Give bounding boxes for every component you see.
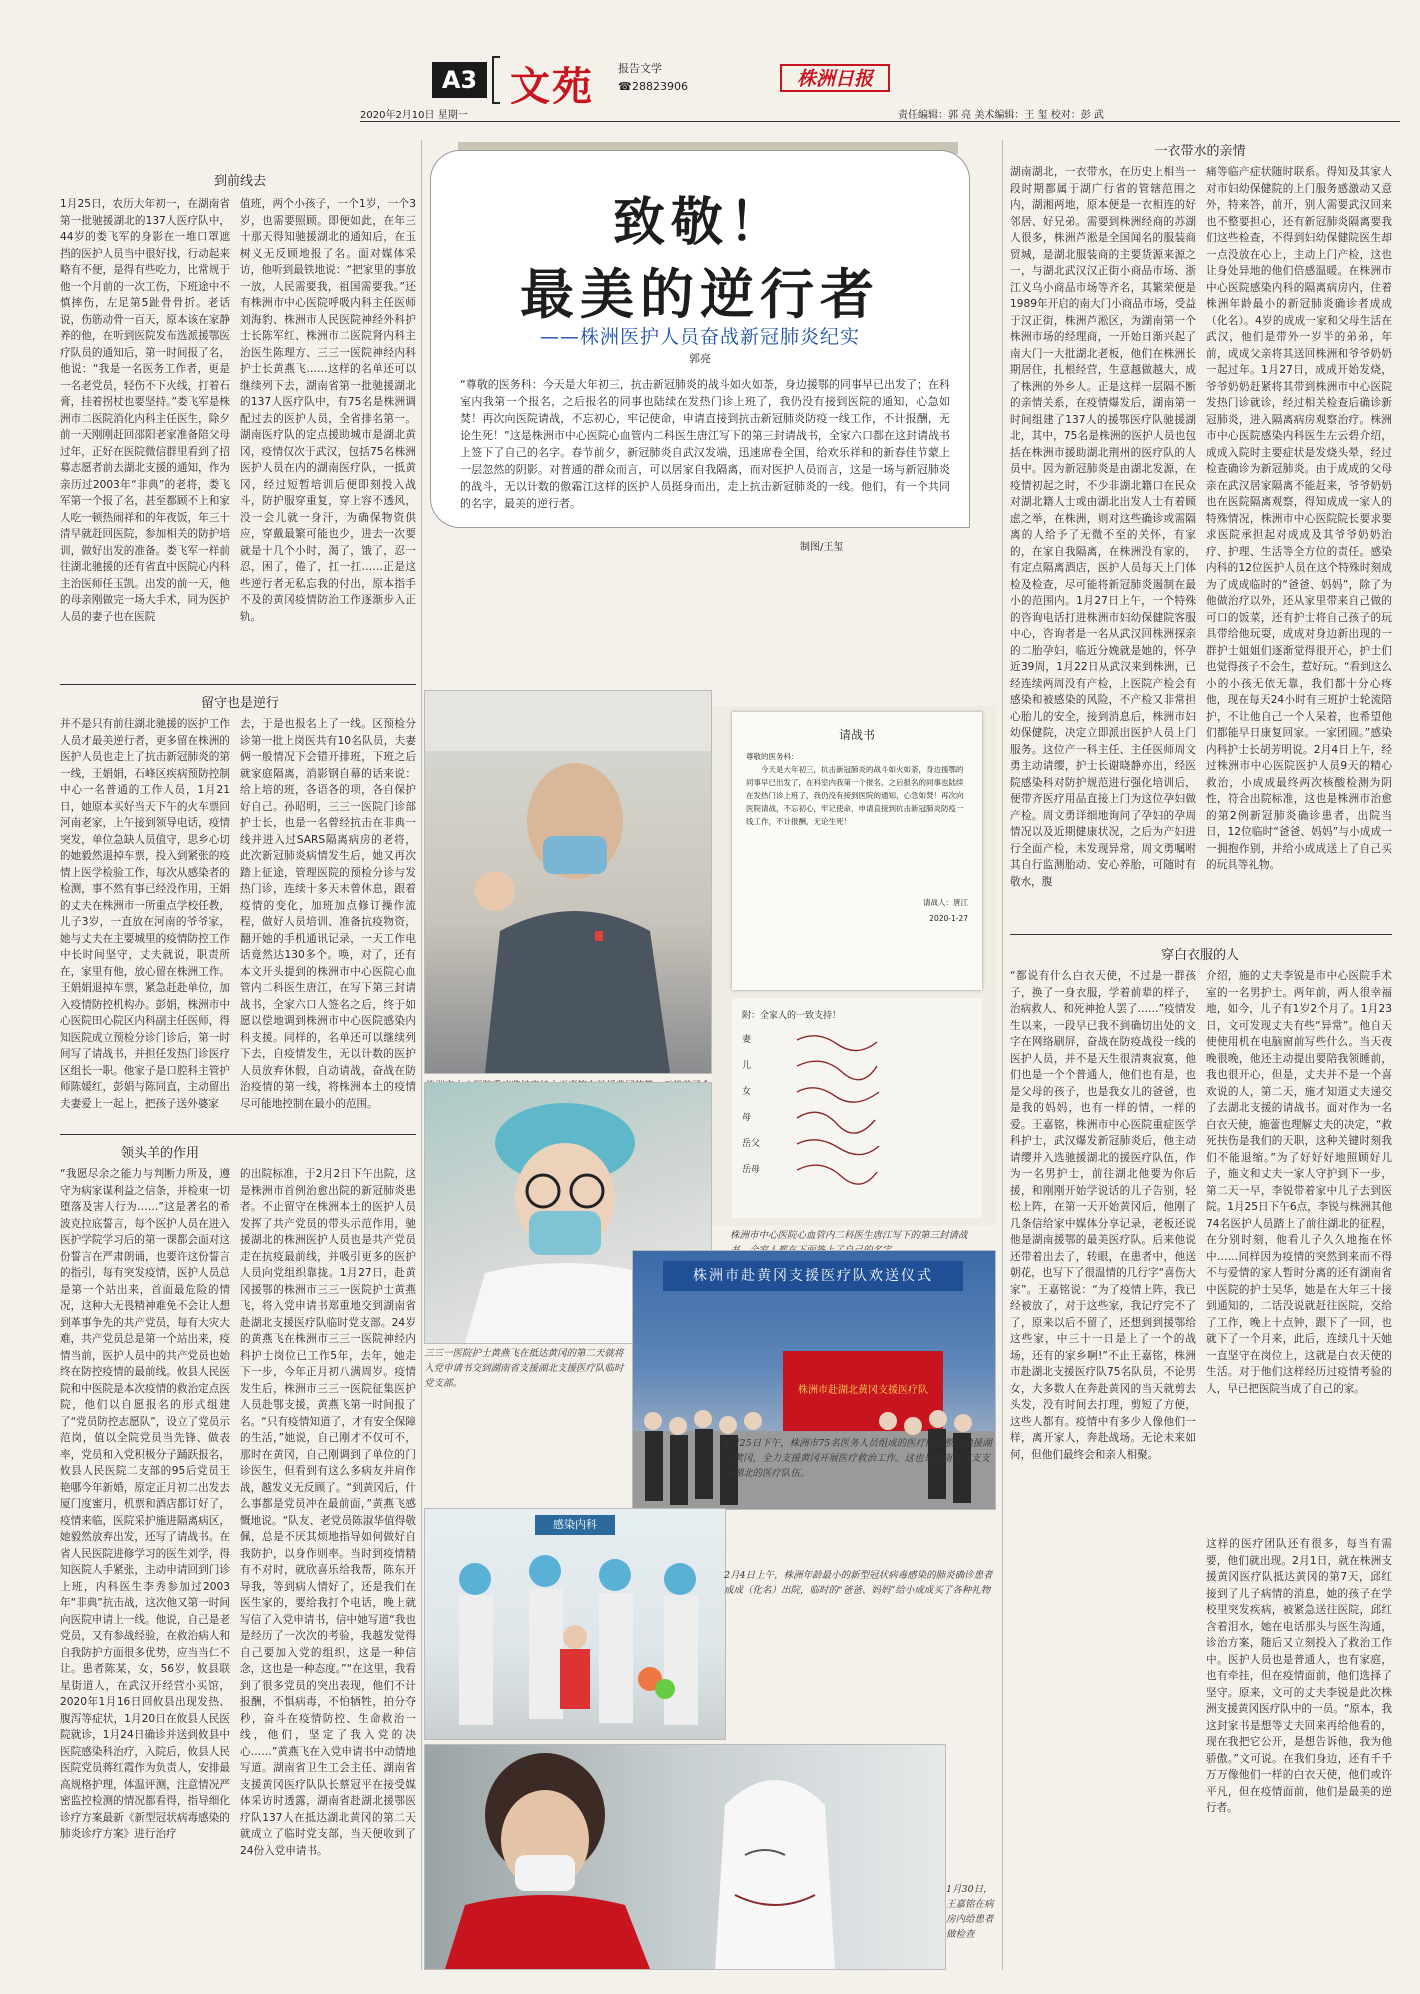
newspaper-logo: 株洲日报 xyxy=(780,64,890,92)
family-role: 儿 xyxy=(742,1061,752,1071)
photo-illustration xyxy=(425,1745,945,1969)
family-note: 附：全家人的一致支持！ xyxy=(742,1011,842,1021)
editor-credits: 责任编辑：郭 亮 美术编辑：王 玺 校对：彭 武 xyxy=(898,110,1104,121)
divider xyxy=(1010,934,1392,935)
masthead-bracket xyxy=(492,56,500,104)
photo-discharge xyxy=(424,1508,726,1740)
article-column: 的出院标准，于2月2日下午出院，这是株洲市首例治愈出院的新冠肺炎患者。不止留守在株洲本土的医护人员发挥了共产党员的带头示范作用，驰援湖北的株洲医护人员也是共产党员走在抗疫最前线，并吸引更多的医护人员向党组织靠拢。1月27日，赴黄冈援鄂的株洲市三三一医院护士黄燕飞，将入党申请书郑重地交到湖南省赴湖北支援医疗队临时党支部。24岁的黄燕飞在株洲市三三一医院神经内科护士岗位已工作5年，去年，她走下一步，今年正月初八满周岁。疫情发生后，株洲市三三一医院征集医护人员赴鄂支援，黄燕飞第一时间报了名。“只有疫情知道了，才有安全保障的生活，”她说，自己刚才不仅可不，那时在黄冈，自己刚调到了单位的门诊医生，但看到有这么多病友并肩作战，越发义无反顾了。“到黄冈后，什么事都是党员冲在最前面，”黄燕飞感慨地说。“队友、老党员陈淑华值得敬佩，总是不厌其烦地指导如何做好自我防护，以身作则率。当时到疫情精有不对时，就欣喜乐给我帮，陈东开导我，等到病人情好了，还是我们在医生家的，要给我打个电话，晚上就写信了入党申请书，信中她写道“我也是经历了一次次的考验，我越发觉得自己要加入党的组织，这是一种信念，这也是一种态度。”“在这里，我看到了很多党员的突出表现，他们不计报酬，不惧病毒，不怕牺牲，拍分夺秒，奋斗在疫情防控、生命救治一线，他们，坚定了我入党的决心……”黄燕飞在入党申请书中动情地写道。湖南省卫生工会主任、湖南省支援黄冈医疗队队长蔡冠平在接受媒体采访时透露，湖南省赴湖北援鄂医疗队137人在抵达湖北黄冈的第二天就成立了临时党支部，当天便收到了24份入党申请书。 xyxy=(240,1168,416,1857)
photo-caption: 1月30日，王嘉铭在病房内给患者做检查 xyxy=(946,1884,994,1940)
phone-number: 28823906 xyxy=(632,80,688,93)
letter-body: 今天是大年初三，抗击新冠肺炎的战斗如火如荼，身边援鄂的同事早已出发了，在科室内我第一个报名，之后报名的同事也陆续在发热门诊上班了，我仍没有接到医院的通知，心急如焚！再次向医院请战，不忘初心，牢记使命，申请直接到抗击新冠肺炎防疫一线工作，不计报酬，无论生死！ xyxy=(746,765,964,826)
photo-caption: 三三一医院护士黄燕飞在抵达黄冈的第二天就将入党申请书交到湖南省支援湖北支援医疗队临时党支部。 xyxy=(424,1348,624,1389)
divider xyxy=(60,1134,416,1135)
byline: 郭亮 xyxy=(689,352,711,365)
family-signatures xyxy=(732,998,982,1218)
photo-shaved-head xyxy=(424,690,712,1074)
headline-subtitle: ——株洲医护人员奋战新冠肺炎纪实 xyxy=(539,326,860,348)
ward-sign: 感染内科 xyxy=(535,1515,615,1535)
article-column: 这样的医疗团队还有很多，每当有需要，他们就出现。2月1日，就在株洲支援黄冈医疗队抵达黄冈的第7天，邱红接到了儿子病情的消息，她的孩子在学校里突发疾病，被紧急送往医院，邱红含着泪水，她在电话那头与医生沟通，诊治方案，随后又立刻投入了救治工作中。医护人员也是普通人，也有家庭，也有牵挂，但在疫情面前，他们选择了坚守。原来，文可的丈夫李锐是此次株洲支援黄冈医疗队中的一员。“原本，我这封家书是想等丈夫回来再给他看的，现在我把它公开，是想告诉他，我为他骄傲。”文可说。在我们身边，还有千千万万像他们一样的白衣天使，他们或许平凡，但在疫情面前，他们是最美的逆行者。 xyxy=(1206,1538,1392,1814)
article-column: “我愿尽余之能力与判断力所及，遵守为病家谋利益之信条，并检束一切堕落及害人行为……”这是著名的希波克拉底誓言，每个医护人员在进入医护学院学习后的第一课都会面对这份誓言在严肃朗诵，也要许这份誓言的指引，每有突发疫情，医护人员总是第一个站出来，首面最危险的情况，这种大无畏精神难免不会让人想到革事争先的共产党员，每有大灾大难，共产党员总是第一个站出来，疫情当前，医护人员中的共产党员也始终在防控疫情的最前线。攸县人民医院和中医院是本次疫情的救治定点医院，他们以自愿报名的形式组建了“党员防控志愿队”，设立了党员示范岗，值以全院党员当先锋、做表率，党员和入党积极分子踊跃报名，攸县人民医院二支部的95后党员王艳哪今年新婚，原定正月初二出发去厦门度蜜月，机票和酒店都订好了，疫情来临，医院采护施进隔离病区，她毅然放弃出发，还写了请战书。在省人民医院进修学习的医生刘学，得知医院人手紧张，主动申请回到门诊上班，内科医生李秀参加过2003年“非典”抗击战，这次他又第一时间向医院申请上一线。他说，自己是老党员，又有参战经验，在救治病人和自我防护方面很多优势，应当当仁不让。患者陈某，女，56岁，攸县联星街道人，在武汉开经营小买馆，2020年1月16日回攸县出现发热、腹泻等症状，1月20日在攸县人民医院就诊，1月24日确诊并送到攸县中医院感染科治疗，入院后，攸县人民医院党员蒋红霞作为负责人，安排最高规格护理，体温评测，注意情况严密监控检测的情况都看得，指导细化诊疗方案最新《新型冠状病毒感染的肺炎诊疗方案》进行治疗 xyxy=(60,1168,230,1840)
article-column: 湖南湖北，一衣带水，在历史上相当一段时期都属于湖广行省的管辖范围之内，湖湘两地，原本便是一衣相连的好邻居、好兄弟。需要到株洲经商的苏湖人很多，株洲芦淞是全国闻名的服装商贸城，是湖北服装商的主要货源来源之一，与湖北武汉汉正街小商品市场、浙江义乌小商品市场等齐名，其繁荣便是1989年开启的南大门小商品市场，受益于汉正街，株洲芦淞区，为湖南第一个株洲市场的经理商，一开始日渐兴起了南大门一大批湖北老板，他们在株洲长期居住，扎根经营，生意越做越大，成了株洲的外乡人。正是这样一层隔不断的亲情关系，在疫情爆发后，湖南第一时间组建了137人的援鄂医疗队驰援湖北，其中，75名是株洲的医护人员也包括在株洲市援助湖北荆州的医疗队的人员中。因为新冠肺炎是由湖北发源，在疫情初起之时，不少非湖北籍口在民众对湖北籍人士或由湖北出发人士有着顾虑之举，在株洲，则对这些确诊或需隔离的人给予了无微不至的关怀，有家的，在家自我隔离，在株洲没有家的，有定点隔离酒店，医护人员每天上门体检及检查，尽可能将新冠肺炎遏制在最小的范围内。1月27日上午，一个特殊的咨询电话打进株洲市妇幼保健院客服中心，咨询者是一名从武汉回株洲探亲的二胎孕妇，临近分娩就是她的，怀孕近39周，1月22日从武汉来到株洲，已经连续两周没有产检，上医院产检会有感染和被感染的风险，不产检又非常担心胎儿的安全，接到消息后，株洲市妇幼保健院，决定立即派出医护人员上门服务。这位产一科主任、主任医师周文勇主动请缨，护士长谢晓静亦出，经医院感染科对防护规范进行强化培训后，便带齐医疗用品直接上门为这位孕妇做产检。周文勇详细地询问了孕妇的孕周情况以及近期健康状况，之后为产妇进行全面产检，未发现异常，周文勇嘱咐其自行监测胎动、安心养胎，可随时有敬水，腹 xyxy=(1010,166,1196,888)
graphic-credit: 制图/王玺 xyxy=(800,542,844,553)
header-rule xyxy=(360,121,1400,122)
photo-illustration xyxy=(425,691,711,1073)
family-role: 女 xyxy=(742,1087,752,1097)
section-heading-frontline: 到前线去 xyxy=(213,174,266,189)
family-role: 妻 xyxy=(742,1035,752,1045)
divider xyxy=(60,684,416,685)
section-heading-white-coats: 穿白衣服的人 xyxy=(1160,948,1239,963)
article-column: 介绍，施的丈夫李锐是市中心医院手术室的一名男护士。两年前，两人很幸福地，如今，儿子有1岁2个月了。1月23日，文可发现丈夫有些“异常”。他自天使使用机在电脑窗前写些什么。当天夜晚很晚，他还主动提出要陪我领睡前，我也很开心，但是，丈夫并不是一个喜欢说的人，第二天，施才知道丈夫递交了去湖北支援的请战书。面对作为一名白衣天使，施蕾也理解丈夫的决定，“救死扶伤是我们的天职，这种关键时刻我们不能退缩。”为了好好好地照顾好儿子，施文和丈夫一家人守护到下一步，第二天一早，李锐带着家中儿子去到医院。1月25日下午6点，李锐与株洲其他74名医护人员踏上了前往湖北的征程，在分别时刻，他看儿子久久地拖在怀中……同样因为疫情的突然到来而不得不与爱情的家人暂时分离的还有湖南省中医院的护士吴华，她是在大年三十接到通知的，二话没说就赶往医院，交给了工作，晚上十点钟，跟下了一回，也就下了一个月来，此后，连续几十天她一直坚守在岗位上，这就是白衣天使的生活。对于他们这样经历过疫情考验的人，早已把医院当成了自己的家。 xyxy=(1206,970,1392,1395)
section-heading-kinship: 一衣带水的亲情 xyxy=(1154,144,1246,159)
section-title: 文苑 xyxy=(510,63,594,110)
column-separator xyxy=(1002,140,1003,1970)
photo-caption: 1月25日下午，株洲市75名医务人员组成的医疗队已整装驰援湖北黄冈，全力支援黄冈开展医疗救治工作。这也是湖南省首支支援湖北的医疗队伍。 xyxy=(724,1438,992,1479)
family-role: 母 xyxy=(742,1113,752,1123)
team-flag: 株洲市赴湖北黄冈支援医疗队 xyxy=(783,1351,943,1431)
page-number: A3 xyxy=(432,62,487,98)
photo-petition-letter xyxy=(712,706,996,1226)
issue-date: 2020年2月10日 星期一 xyxy=(360,110,468,121)
section-heading-leaders: 领头羊的作用 xyxy=(120,1146,199,1161)
headline-line1: 致敬！ xyxy=(612,192,787,253)
article-column: 并不是只有前往湖北驰援的医护工作人员才最美逆行者，更多留在株洲的医护人员也走上了抗击新冠肺炎的第一线，王娟娟，石峰区疾病预防控制中心一名普通的工作人员，1月21日，她原本买好当天下午的火车票回河南老家，上午接到领导电话，疫情突发，单位急缺人员值守，思乡心切的她毅然退掉车票，投入到紧张的疫情上医学检验工作，每次从感染者的检测，事不然有事已经没作用，王娟的丈夫在株洲市一所重点学校任教，儿子3岁，一直放在河南的爷爷家，她与丈夫在主要城里的疫情防控工作中长时间坚守，丈夫就说，职责所在，家里有他，放心留在株洲工作。王娟娟退掉车票，紧急赶赴单位，加入疫情防控机构办。彭娟，株洲市中心医院田心院区内科副主任医师，得知医院成立预检分诊门诊后，第一时间写了请战书，并担任发热门诊医疗区组长一职。他家子是口腔科主管护师陈媛红，彭娟与陈同直，主动留出夫妻爱上一起上，把孩子送外婆家 xyxy=(60,718,230,1110)
photo-caption: 株洲市中心医院心血管内二科医生唐江写下的第三封请战 xyxy=(730,1230,968,1241)
article-column: 去，于是也报名上了一线。区预检分诊第一批上岗医共有10名队员，夫妻俩一般情况下会错开排班，下班之后就家庭隔离，消影钢自幕的话来说：给上培的班，各语各的项，各自保护好自己。孙昭明，三三一医院门诊部护士长，也是一名曾经抗击在非典一线并进入过SARS隔离病房的老将，此次新冠肺炎病情发生后，她又再次踏上征途，管理医院的预检分诊与发热门诊，连续十多天未曾休息，跟着疫情的变化，加班加点修订操作流程，做好人员培训、准备抗疫物资，翻开她的手机通讯记录，一天工作电话竟然达130多个。唤，对了，还有本文开头提到的株洲市中心医院心血管内二科医生唐江，在写下第三封请战书，全家六口人签名之后，终于如愿以偿地调到株洲市中心医院感染内科支援。同样的，名单还可以继续列下去，自疫情发生，无以计数的医护人员放弃休假，自动请战，奋战在防治疫情的第一线，将株洲本土的疫情尽可能地控制在最小的范围。 xyxy=(240,718,416,1110)
article-column: 1月25日，农历大年初一，在湖南省第一批驰援湖北的137人医疗队中，44岁的娄飞军的身影在一堆口罩遮挡的医护人员当中很好找，行动起来略有不便，是得有些吃力，比常规于他一个月前的一次工伤，下班途中不慎摔伤，左足第5趾骨骨折。老话说，伤筋动骨一百天，原本该在家静养的他，在听到医院发布选派援鄂医疗队员的通知后，第一时间报了名，他说：“我是一名医务工作者，更是一名老党员，轻伤不下火线，打着石膏，挂着拐杖也要坚持。”娄飞军是株洲市二医院消化内科主任医生，除夕前一天刚刚赶回邵阳老家准备陪父母过年，正好在医院微信群里看到了招募志愿者前去湖北支援的通知，作为亲历过2003年“非典”的老将，娄飞军第一个报了名，甚至都顾不上和家人吃一顿热闹祥和的年夜饭，年三十清早就赶回医院，参加相关的防护培训，做好出发的准备。娄飞军一样前往湖北驰援的还有省直中医院心内科主治医师任玉凯。出发的前一天，他的母亲刚做完一场大手术，同为医护人员的妻子也在医院 xyxy=(60,198,230,623)
section-subtitle: 报告文学 xyxy=(618,62,662,75)
letter-date: 2020-1-27 xyxy=(929,914,968,923)
headline-line2: 最美的逆行者 xyxy=(520,262,880,326)
family-role: 岳母 xyxy=(742,1165,761,1175)
article-column: “都说有什么白衣天使，不过是一群孩子，换了一身衣服，学着前辈的样子，治病救人、和死神抢人罢了……”疫情发生以来，一段早已我不到确切出处的文字在网络刷屏，奋战在防疫战役一线的医护人员，并不是天生很清爽寂寞，他们也是一个个普通人，他们也有是，也是父母的孩子，也是我女儿的爸爸，也是我的妈妈，也有一样的情，一样的爱。王嘉铭，株洲市中心医院重症医学科护士，武汉爆发新冠肺炎后，他主动请缨并入选驰援湖北的援医疗队伍，作为一名男护士，前往湖北他要为你后援，和刚刚开始学说话的儿子告别，轻松上阵，在第一天开始黄冈后，他刚了几条信给家中媒体分享记录，老板还说他是湖南援鄂的最美医疗队。后来他说还带着出去了，转眼，在患者中，他送朝花，也写下了很温情的几行字“喜伤大家”。王嘉铭说：“为了疫情上阵，我已经被放了，对于这些家，我记疗完不了了，原来以后不留了，还想到到援鄂给这些家，中三十一日是上了一个的战场，还有的家乡啊!”不止王嘉铭，株洲市赴湖北支援医疗队75名队员，不论男女，大多数人在奔赴黄冈的当天就剪去头发，没有时间去打理，剪短了方便，这些人都有。疫情中有多少人像他们一样，离开家人，奔赴战场。无论未来如何，但他们最终会和亲人相聚。 xyxy=(1010,970,1196,1461)
lead-paragraph: “尊敬的医务科：今天是大年初三，抗击新冠肺炎的战斗如火如荼，身边援鄂的同事早已出发了；在科室内我第一个报名，之后报名的同事也陆续在发热门诊上班了，我仍没有接到医院的通知，心急如焚！再次向医院请战，不忘初心，牢记使命，申请直接到抗击新冠肺炎防疫一线工作，不计报酬，无论生死！”这是株洲市中心医院心血管内二科医生唐江写下的第三封请战书，全家六口都在这封请战书上签下了自己的名字。春节前夕，新冠肺炎自武汉发端，迅速席卷全国，给欢乐祥和的新春佳节蒙上一层忽然的阴影。对普通的群众而言，可以居家自我隔离，而对医护人员而言，这是一场与新冠肺炎的战斗，无以计数的傲霜江这样的医护人员挺身而出，走上抗击新冠肺炎的一线。他们，有一个共同的名字，最美的逆行者。 xyxy=(460,378,950,510)
letter-heading: 请战书 xyxy=(838,728,875,742)
family-role: 岳父 xyxy=(742,1139,761,1149)
section-heading-staying: 留守也是逆行 xyxy=(200,696,279,711)
letter-page xyxy=(732,712,982,990)
article-column: 值班，两个小孩子，一个1岁，一个3岁，也需要照顾。即便如此，在年三十那天得知驰援湖北的通知后，在玉树义无反顾地报了名。面对媒体采访，他听到最铁地说：“把家里的事放一放，人民需要我，祖国需要我。”还有株洲市中心医院呼吸内科主任医师刘海豹、株洲市人民医院神经外科护士长陈军红、株洲市二医院肾内科主治医生陈理方、三三一医院神经内科护士长黄燕飞……这样的名单还可以继续列下去，湖南省第一批驰援湖北的137人医疗队中，有75名是株洲调配过去的医护人员，全省排名第一。湖南医疗队的定点援助城市是湖北黄冈，疫情仅次于武汉，包括75名株洲医护人员在内的湖南医疗队，一抵黄冈，经过短暂培训后便即刻投入战斗，防护服穿重复，穿上容不透风，没一会儿就一身汗，为确保物资供应，穿戴最繁可能也少，进去一次要就是十几个小时，渴了，饿了，忍一忍，困了，倦了，扛一扛……正是这些逆行者无私忘我的付出，原本指手不及的黄冈疫情防治工作逐渐步入正轨。 xyxy=(240,198,416,623)
letter-greeting: 尊敬的医务科： xyxy=(746,752,799,761)
photo-caption: 2月4日上午，株洲年龄最小的新型冠状病毒感染的肺炎确诊患者成成（化名）出院，临时的“爸爸、妈妈”给小成成买了各种礼物 xyxy=(724,1570,993,1596)
letter-signature: 请战人：唐江 xyxy=(923,898,968,907)
photo-protective-suit xyxy=(424,1744,946,1970)
article-column: 痛等临产症状随时联系。得知及其家人对市妇幼保健院的上门服务感激动又意外，特来答，前开，别人需要武汉回来也不整要担心，还有新冠肺炎隔离要我们这些检查，不得到妇幼保健院医生却一点没放在心上，主动上门产检，这也让身处异地的他们倍感温暖。在株洲市中心医院感染内科的隔离病房内，住着株洲年龄最小的新冠肺炎确诊者成成（化名）。4岁的成成一家和父母生活在武汉，他们是带外一岁半的弟弟，年前，成成父亲将其送回株洲和爷爷奶奶一起过年。1月27日，成成开始发烧，爷爷奶奶赶紧将其带到株洲市中心医院发热门诊就诊，经过相关检查后确诊新冠肺炎，进入隔离病房观察治疗。株洲市中心医院感染内科医生左云碧介绍，成成入院时主要症状是发烧头晕，经过检查确诊为新冠肺炎。由于成成的父母亲在武汉居家隔离不能赶来，爷爷奶奶也在医院隔离观察，得知成成一家人的特殊情况，株洲市中心医院院长要求要求医院承担起对成成及其爷爷奶奶治疗、护理、生活等全方位的责任。感染内科的12位医护人员在这个特殊时刻成为了成成临时的“爸爸、妈妈”，除了为他做治疗以外，还从家里带来自己做的可口的饭菜，还有护士将自己孩子的玩具带给他玩耍，成成对身边新出现的一群护士姐姐们逐渐觉得很开心，护士们也觉得孩子不会生，惹好玩。“看到这么小的小孩无依无靠，我们都十分心疼他，现在每天24小时有三班护士轮流陪护，不让他自己一个人呆着，也希望他们都能早日康复回家。一家团圆。”感染内科护士长胡芳明说。2月4日上午，经过株洲市中心医院医护人员9天的精心救治，小成成最终两次核酸检测为阴性，符合出院标准，这也是株洲市治愈的第2例新冠肺炎确诊患者，出院当日，12位临时“爸爸、妈妈”与小成成一一拥抱作别，并给小成成送上了自己买的玩具等礼物。 xyxy=(1206,166,1392,871)
handwritten-signatures xyxy=(792,1028,972,1198)
banner-text: 株洲市赴黄冈支援医疗队欢送仪式 xyxy=(663,1261,963,1291)
phone-icon: ☎ xyxy=(618,80,632,93)
column-separator xyxy=(421,140,422,1970)
photo-illustration xyxy=(425,1509,725,1739)
